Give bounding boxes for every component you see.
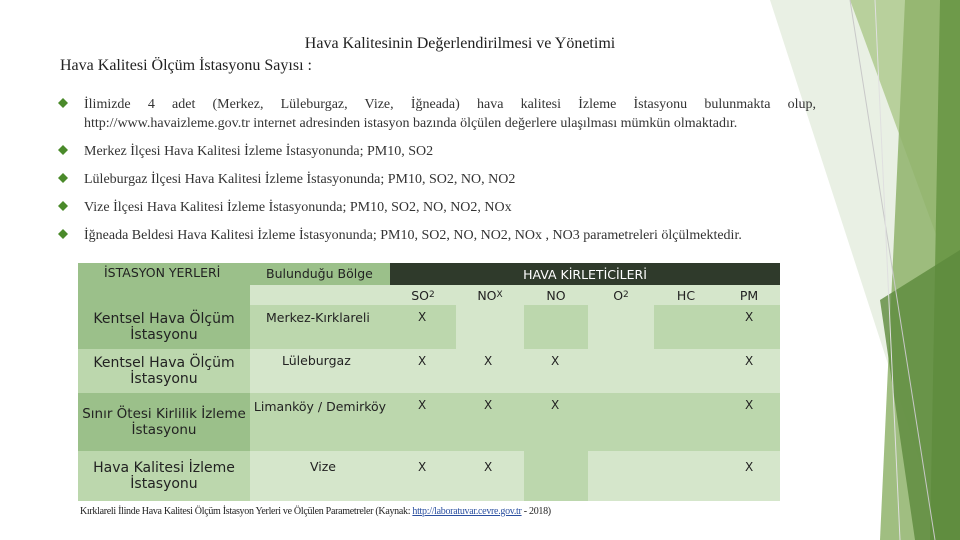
caption-prefix: Kırklareli İlinde Hava Kalitesi Ölçüm İstasyon Yerleri ve Ölçülen Parametreler (Kaynak: bbox=[80, 506, 413, 517]
mark-cell: X bbox=[524, 393, 588, 451]
bullet-line: İlimizde 4 adet (Merkez, Lüleburgaz, Vize, İğneada) hava kalitesi İzleme İstasyonu bulunmakta olup, bbox=[84, 97, 816, 112]
pollutant-label: O bbox=[613, 287, 624, 303]
pollutant-hc bbox=[654, 285, 718, 305]
mark-cell: X bbox=[390, 305, 456, 349]
source-link[interactable]: http://laboratuvar.cevre.gov.tr bbox=[412, 506, 522, 517]
pollutant-label: SO bbox=[411, 287, 430, 303]
mark-cell: X bbox=[390, 393, 456, 451]
pollutant-label: HC bbox=[676, 287, 696, 303]
mark-cell bbox=[654, 349, 718, 393]
mark-cell: X bbox=[390, 349, 456, 393]
bullet-line: http://www.havaizleme.gov.tr internet adresinden istasyon bazında ölçülen değerlere ulaşılması mümkün olmaktadır. bbox=[84, 116, 738, 131]
station-region: Lüleburgaz bbox=[250, 349, 390, 393]
station-name: Kentsel Hava Ölçüm İstasyonu bbox=[78, 349, 250, 393]
mark-cell bbox=[654, 393, 718, 451]
diamond-bullet-icon bbox=[58, 145, 68, 155]
bullet-item bbox=[58, 95, 816, 133]
pollutant-sub: 2 bbox=[623, 290, 629, 300]
pollutant-label: NO bbox=[546, 287, 566, 303]
bullet-item bbox=[58, 198, 512, 217]
mark-cell: X bbox=[390, 451, 456, 501]
pollutant-no bbox=[524, 285, 588, 305]
mark-cell: X bbox=[456, 451, 524, 501]
pollutant-label: PM bbox=[739, 287, 759, 303]
mark-cell: X bbox=[456, 393, 524, 451]
header-pollutants: HAVA KİRLETİCİLERİ bbox=[390, 263, 780, 285]
pollutant-pm bbox=[718, 285, 780, 305]
bullet-item bbox=[58, 226, 742, 245]
mark-cell bbox=[456, 305, 524, 349]
mark-cell bbox=[524, 305, 588, 349]
table-caption bbox=[80, 506, 551, 517]
mark-cell bbox=[588, 349, 654, 393]
station-region: Merkez-Kırklareli bbox=[250, 305, 390, 349]
diamond-bullet-icon bbox=[58, 173, 68, 183]
bullet-text: Vize İlçesi Hava Kalitesi İzleme İstasyonunda; PM10, SO2, NO, NO2, NOx bbox=[84, 200, 512, 215]
header-region: Bulunduğu Bölge bbox=[250, 263, 390, 285]
bullet-item bbox=[58, 170, 515, 189]
mark-cell bbox=[588, 451, 654, 501]
pollutant-label: NO bbox=[477, 287, 497, 303]
mark-cell bbox=[524, 451, 588, 501]
diamond-bullet-icon bbox=[58, 229, 68, 239]
mark-cell: X bbox=[718, 451, 780, 501]
bullet-text: Merkez İlçesi Hava Kalitesi İzleme İstasyonunda; PM10, SO2 bbox=[84, 144, 434, 159]
pollutant-so2 bbox=[390, 285, 456, 305]
pollutant-sub: X bbox=[496, 290, 503, 300]
station-name: Kentsel Hava Ölçüm İstasyonu bbox=[78, 305, 250, 349]
mark-cell: X bbox=[718, 393, 780, 451]
diamond-bullet-icon bbox=[58, 98, 68, 108]
pollutant-sub: 2 bbox=[429, 290, 435, 300]
slide-subtitle: Hava Kalitesi Ölçüm İstasyonu Sayısı : bbox=[60, 57, 312, 74]
header-spacer bbox=[250, 285, 390, 305]
station-name: Sınır Ötesi Kirlilik İzleme İstasyonu bbox=[78, 393, 250, 451]
mark-cell bbox=[588, 305, 654, 349]
mark-cell: X bbox=[456, 349, 524, 393]
mark-cell bbox=[654, 305, 718, 349]
stations-table bbox=[78, 263, 780, 501]
mark-cell: X bbox=[524, 349, 588, 393]
mark-cell: X bbox=[718, 305, 780, 349]
header-spacer bbox=[78, 285, 250, 305]
mark-cell: X bbox=[718, 349, 780, 393]
bullet-item bbox=[58, 142, 433, 161]
pollutant-nox bbox=[456, 285, 524, 305]
station-region: Limanköy / Demirköy bbox=[250, 393, 390, 451]
station-name: Hava Kalitesi İzleme İstasyonu bbox=[78, 451, 250, 501]
slide-title: Hava Kalitesinin Değerlendirilmesi ve Yönetimi bbox=[304, 35, 616, 52]
pollutant-o2 bbox=[588, 285, 654, 305]
header-stations: İSTASYON YERLERİ bbox=[78, 263, 250, 285]
caption-suffix: - 2018) bbox=[521, 506, 551, 517]
bullet-text: İğneada Beldesi Hava Kalitesi İzleme İstasyonunda; PM10, SO2, NO, NO2, NOx , NO3 parametreleri ölçülmektedir. bbox=[84, 228, 742, 243]
diamond-bullet-icon bbox=[58, 201, 68, 211]
mark-cell bbox=[654, 451, 718, 501]
station-region: Vize bbox=[250, 451, 390, 501]
mark-cell bbox=[588, 393, 654, 451]
bullet-text: Lüleburgaz İlçesi Hava Kalitesi İzleme İstasyonunda; PM10, SO2, NO, NO2 bbox=[84, 172, 516, 187]
